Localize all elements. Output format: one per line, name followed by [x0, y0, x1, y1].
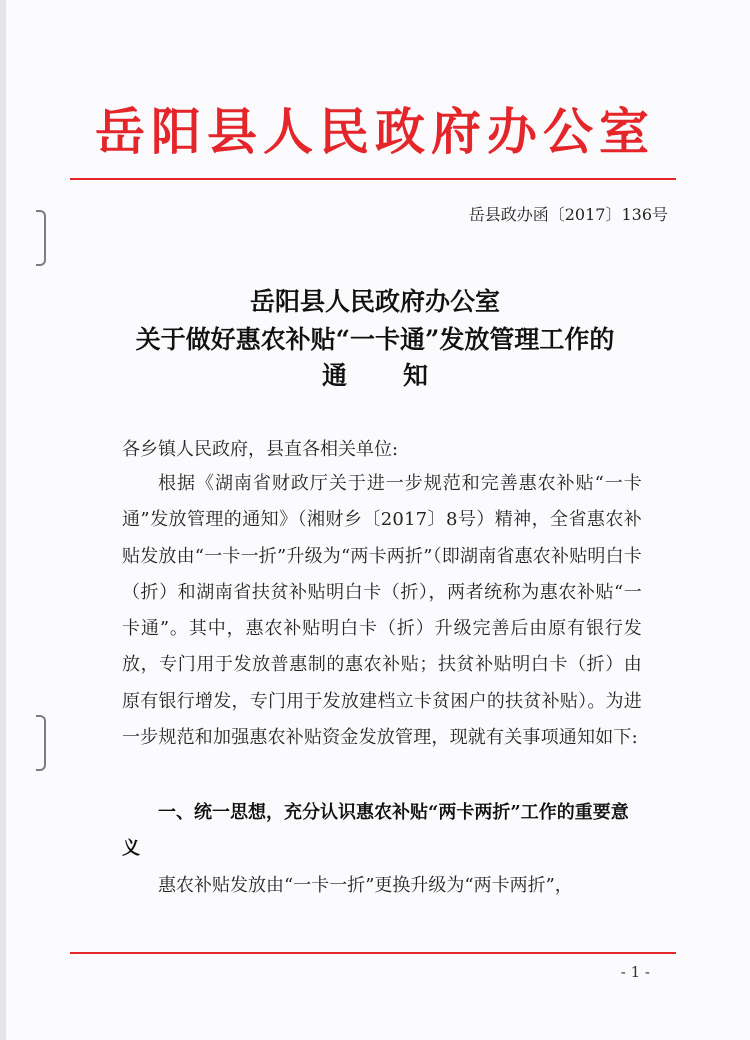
salutation: 各乡镇人民政府，县直各相关单位: [122, 439, 399, 460]
section-1-heading: 一、统一思想，充分认识惠农补贴“两卡两折”工作的重要意义 [122, 802, 629, 859]
staple-mark-bottom [36, 715, 46, 771]
letterhead-organization: 岳阳县人民政府办公室 [95, 102, 655, 161]
title-line-3: 通知 [321, 361, 484, 390]
paragraph-1: 根据《湖南省财政厅关于进一步规范和完善惠农补贴“一卡通”发放管理的通知》（湘财乡〔2017〕8号）精神，全省惠农补贴发放由“一卡一折”升级为“两卡两折”（即湖南省惠农补贴明白卡（折）和湖南省扶贫补贴明白卡（折），两者统称为惠农补贴“一卡通”。其中，惠农补贴明白卡（折）升级完善后由原有银行发放，专门用于发放普惠制的惠农补贴；扶贫补贴明白卡（折）由原有银行增发，专门用于发放建档立卡贫困户的扶贫补贴）。为进一步规范和加强惠农补贴资金发放管理，现就有关事项通知如下: [122, 473, 643, 749]
letterhead-red-rule [70, 178, 676, 180]
document-number: 岳县政办函〔2017〕136号 [468, 205, 668, 224]
page-number: - 1 - [620, 963, 650, 981]
title-line-2: 关于做好惠农补贴“一卡通”发放管理工作的 [135, 325, 615, 354]
staple-mark-top [36, 210, 46, 266]
paragraph-2: 惠农补贴发放由“一卡一折”更换升级为“两卡两折”， [158, 875, 573, 896]
title-line-1: 岳阳县人民政府办公室 [249, 287, 500, 316]
footer-red-rule [70, 952, 676, 954]
